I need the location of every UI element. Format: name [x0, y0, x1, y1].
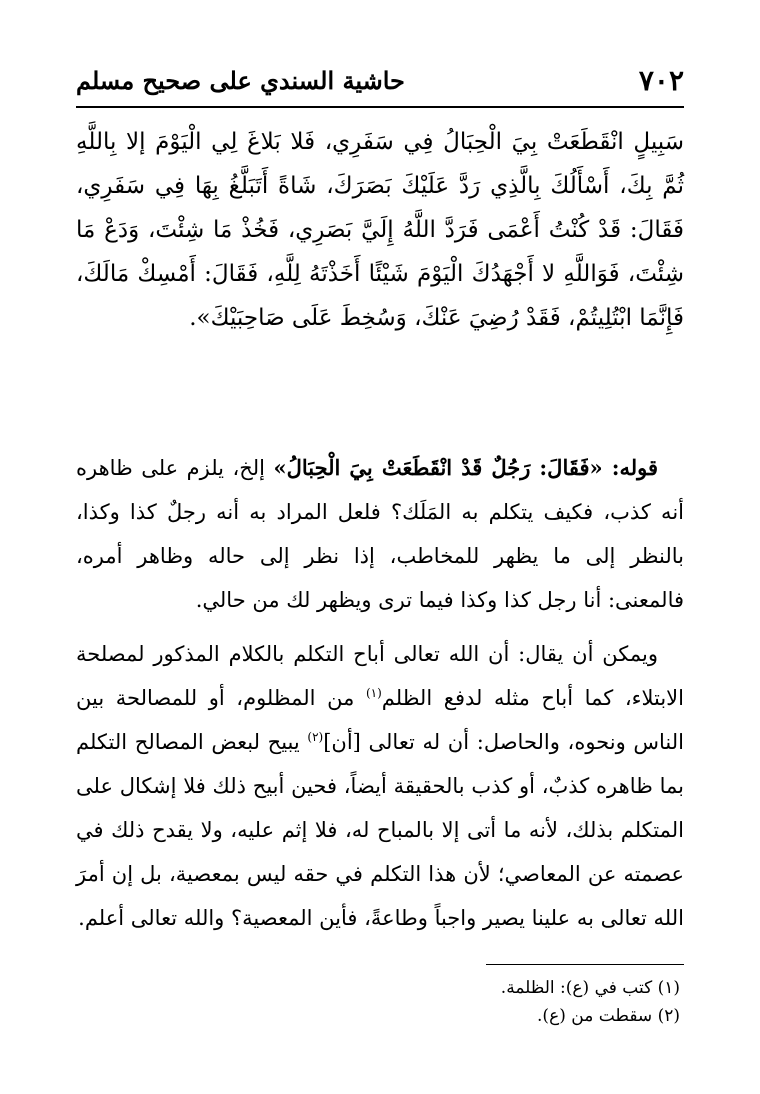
commentary-text: يبيح لبعض المصالح التكلم بما ظاهره كذبٌ، أو كذب بالحقيقة أيضاً، فحين أبيح ذلك فلا إشكال على المتكلم بذلك، لأنه ما أتى إلا بالمباح له، فلا إثم عليه، ولا يقدح ذلك في عصمته عن المعاصي؛ لأن هذا التكلم في حقه ليس بمعصية، بل إن أمرَ الله تعالى به علينا يصير واجباً وطاعةً، فأين المعصية؟ والله تعالى أعلم.	[76, 730, 684, 930]
commentary-text: ويمكن أن يقال: أن الله تعالى أباح التكلم بالكلام المذكور لمصلحة الابتلاء، كما أباح مثله لدفع الظلم	[76, 642, 684, 710]
qawluh-label: قوله:	[602, 455, 658, 480]
page-number: ٧٠٢	[638, 64, 684, 97]
commentary-paragraph-1	[76, 446, 684, 622]
footnote-marker-2: (٢)	[307, 730, 324, 744]
footnote-2: (٢) سقطت من (ع).	[537, 1006, 680, 1026]
footnote-marker-1: (١)	[365, 686, 382, 700]
commentary-text: من المظلوم، أو للمصالحة بين الناس ونحوه، والحاصل: أن له تعالى [أن]	[76, 686, 684, 754]
commentary	[76, 446, 684, 940]
footnote-1: (١) كتب في (ع): الظلمة.	[500, 978, 680, 998]
hadith-text: سَبِيلٍ انْقَطَعَتْ بِيَ الْحِبَالُ فِي سَفَرِي، فَلا بَلاغَ لِي الْيَوْمَ إلا بِاللَّهِ ثُمَّ بِكَ، أَسْأَلُكَ بِالَّذِي رَدَّ عَلَيْكَ بَصَرَكَ، شَاةً أَتَبَلَّغُ بِهَا فِي سَفَرِي، فَقَالَ: قَدْ كُنْتُ أَعْمَى فَرَدَّ اللَّهُ إِلَيَّ بَصَرِي، فَخُذْ مَا شِئْتَ، وَدَعْ مَا شِئْتَ، فَوَاللَّهِ لا أَجْهَدُكَ الْيَوْمَ شَيْئًا أَخَذْتَهُ لِلَّهِ، فَقَالَ: أَمْسِكْ مَالَكَ، فَإِنَّمَا ابْتُلِيتُمْ، فَقَدْ رُضِيَ عَنْكَ، وَسُخِطَ عَلَى صَاحِبَيْكَ».	[76, 129, 684, 331]
commentary-text: إلخ، يلزم على ظاهره أنه كذب، فكيف يتكلم به المَلَك؟ فلعل المراد به أنه رجلٌ كذا وكذا، بالنظر إلى ما يظهر للمخاطب، إذا نظر إلى حاله وظاهر أمره، فالمعنى: أنا رجل كذا وكذا فيما ترى ويظهر لك من حالي.	[76, 456, 684, 612]
commentary-paragraph-2	[76, 632, 684, 940]
running-title: حاشية السندي على صحيح مسلم	[76, 66, 405, 95]
page-header	[76, 62, 684, 108]
quoted-phrase: «فَقَالَ: رَجُلٌ قَدْ انْقَطَعَتْ بِيَ الْحِبَالُ»	[273, 455, 603, 480]
footnote-separator	[486, 964, 684, 965]
footnotes	[80, 974, 680, 1030]
